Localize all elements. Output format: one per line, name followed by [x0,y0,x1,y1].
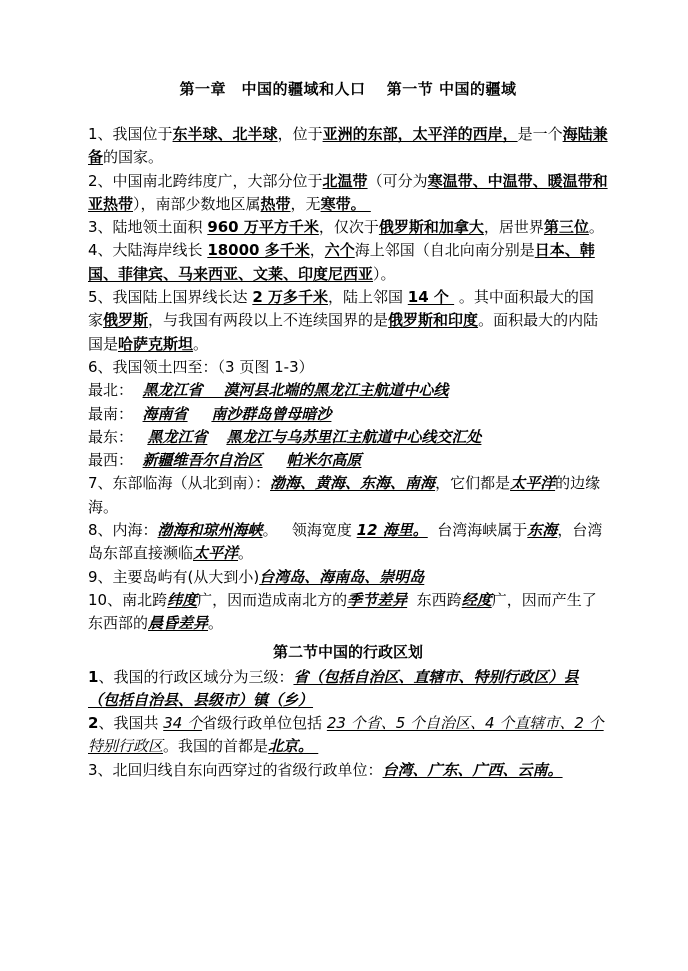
emphasized-text: 热带 [260,194,291,213]
emphasized-text: 海南省 [142,404,188,423]
text-run: 、我国的行政区域分为三级： [98,667,294,686]
paragraph [88,170,608,217]
text-run: 5、我国陆上国界线长达 [88,288,253,307]
text-run: 广，因而产生了东西部的 [88,590,597,633]
text-run: ，位于 [277,125,323,143]
emphasized-text: 帕米尔高原 [286,451,362,470]
section-2-content [88,666,608,782]
text-run: ，陆上邻国 [328,288,408,307]
section-1-content [88,123,608,636]
emphasized-text: 台湾岛、海南岛、崇明岛 [259,567,425,586]
emphasized-text: 新疆维吾尔自治区 [142,451,263,470]
emphasized-text: 海陆兼备 [88,125,608,167]
emphasized-text: 晨昏差异 [148,614,209,633]
emphasized-text: 寒带。 [320,194,371,213]
emphasized-text: 六个 [324,241,355,260]
text-run: 最北： [88,381,143,400]
paragraph [88,449,608,472]
emphasized-text: 南沙群岛曾母暗沙 [211,404,332,423]
paragraph [88,403,608,426]
emphasized-text: 14 个 [407,288,455,307]
emphasized-text: 东海 [527,521,558,540]
text-run: 1、我国位于 [88,125,173,143]
text-run: 7、东部临海（从北到南）： [88,474,271,493]
paragraph [88,379,608,402]
emphasized-text: 日本、韩国、菲律宾、马来西亚、文莱、印度尼西亚 [88,241,595,283]
text-run: 台湾海峡属于 [427,521,528,540]
paragraph [88,472,608,519]
text-run: 2、中国南北跨纬度广，大部分位于 [88,171,323,190]
paragraph [88,759,608,782]
emphasized-text: 东半球、北半球 [172,125,278,143]
paragraph [88,356,608,379]
emphasized-text: 960 万平方千米 [207,218,319,237]
paragraph [88,519,608,566]
text-run: 。 [238,544,254,563]
emphasized-text: 经度 [461,590,492,609]
text-run [188,405,212,423]
paragraph [88,216,608,239]
text-run: ， [309,241,325,260]
emphasized-text: 2 [88,714,99,733]
emphasized-text: 太平洋 [193,544,239,563]
text-run: 、我国共 [98,714,164,733]
emphasized-text: 12 海里。 [356,521,428,540]
emphasized-text: 23 个省、5 个自治区、4 个直辖市、2 个特别行政区 [88,714,604,756]
text-run: 。面积最大的内陆国是 [88,311,599,353]
text-run: 最西： [88,451,143,470]
emphasized-text: 季节差异 [347,590,408,609]
emphasized-text: 纬度 [167,590,198,609]
text-run: 。其中面积最大的国家 [88,288,594,330]
text-run: 的国家。 [103,148,164,167]
text-run: 3、北回归线自东向西穿过的省级行政单位： [88,760,383,779]
text-run [207,428,226,446]
text-run: 6、我国领土四至：（3 页图 1-3） [88,357,314,376]
text-run: 3、陆地领土面积 [88,218,208,237]
section-2-title: 第二节中国的行政区划 [272,642,423,661]
text-run: 。 领海宽度 [262,521,357,540]
emphasized-text: 台湾、广东、广西、云南。 [382,760,563,779]
emphasized-text: 黑龙江省 漠河县北端的黑龙江主航道中心线 [142,381,449,400]
emphasized-text: 渤海和琼州海峡 [157,521,263,540]
emphasized-text: 2 万多千米 [252,288,328,307]
paragraph [88,589,608,636]
emphasized-text: 寒温带、中温带、暖温带和亚热带 [88,171,608,213]
paragraph [88,666,608,713]
text-run: 10、南北跨 [88,590,168,609]
text-run: ，无 [290,194,321,213]
emphasized-text: 18000 多千米 [207,241,310,260]
text-run: 海上邻国（自北向南分别是 [354,241,535,260]
paragraph [88,239,608,286]
text-run: ，仅次于 [318,218,379,237]
emphasized-text: 黑龙江与乌苏里江主航道中心线交汇处 [226,427,482,446]
emphasized-text: 北京。 [268,737,319,756]
emphasized-text: 太平洋 [510,474,556,493]
chapter-title: 第一章 中国的疆域和人口 第一节 中国的疆域 [179,80,517,98]
text-run: ，居世界 [483,218,544,237]
emphasized-text: 省（包括自治区、直辖市、特别行政区）县（包括自治县、县级市）镇（乡） [88,667,579,709]
text-run: ），南部少数地区属 [133,194,261,213]
emphasized-text: 俄罗斯 [103,311,149,330]
paragraph [88,286,608,356]
emphasized-text: 黑龙江省 [147,427,208,446]
text-run: ，台湾岛东部直接濒临 [88,521,603,563]
text-run: 。我国的首都是 [163,737,269,756]
text-run: 。 [193,334,209,353]
text-run: 最东： [88,427,148,446]
text-run: ，与我国有两段以上不连续国界的是 [148,311,389,330]
text-run: 广，因而造成南北方的 [197,590,348,609]
text-run: 东西跨 [407,590,462,609]
paragraph [88,426,608,449]
text-run: 。 [588,218,604,237]
text-run: 是一个 [517,125,563,143]
emphasized-text: 哈萨克斯坦 [118,334,194,353]
text-run: 9、主要岛屿有(从大到小) [88,567,260,586]
paragraph [88,566,608,589]
text-run: ）。 [373,264,396,283]
text-run: 4、大陆海岸线长 [88,241,208,260]
emphasized-text: 俄罗斯和加拿大 [378,218,484,237]
emphasized-text: 1 [88,667,99,686]
emphasized-text: 34 个 [163,714,203,733]
text-run: （可分为 [367,171,428,190]
emphasized-text: 渤海、黄海、东海、南海 [270,474,436,493]
document-page [88,78,608,782]
paragraph [88,712,608,759]
text-run: 省级行政单位包括 [202,714,327,733]
text-run: 8、内海： [88,521,158,540]
emphasized-text: 俄罗斯和印度 [388,311,479,330]
text-run: 的边缘海。 [88,474,601,516]
text-run [263,451,287,469]
text-run: ，它们都是 [435,474,511,493]
emphasized-text: 第三位 [543,218,589,237]
emphasized-text: 亚洲的东部，太平洋的西岸， [322,125,518,143]
emphasized-text: 北温带 [322,171,368,190]
paragraph [88,123,608,170]
text-run: 最南： [88,404,143,423]
text-run: 。 [208,614,224,633]
